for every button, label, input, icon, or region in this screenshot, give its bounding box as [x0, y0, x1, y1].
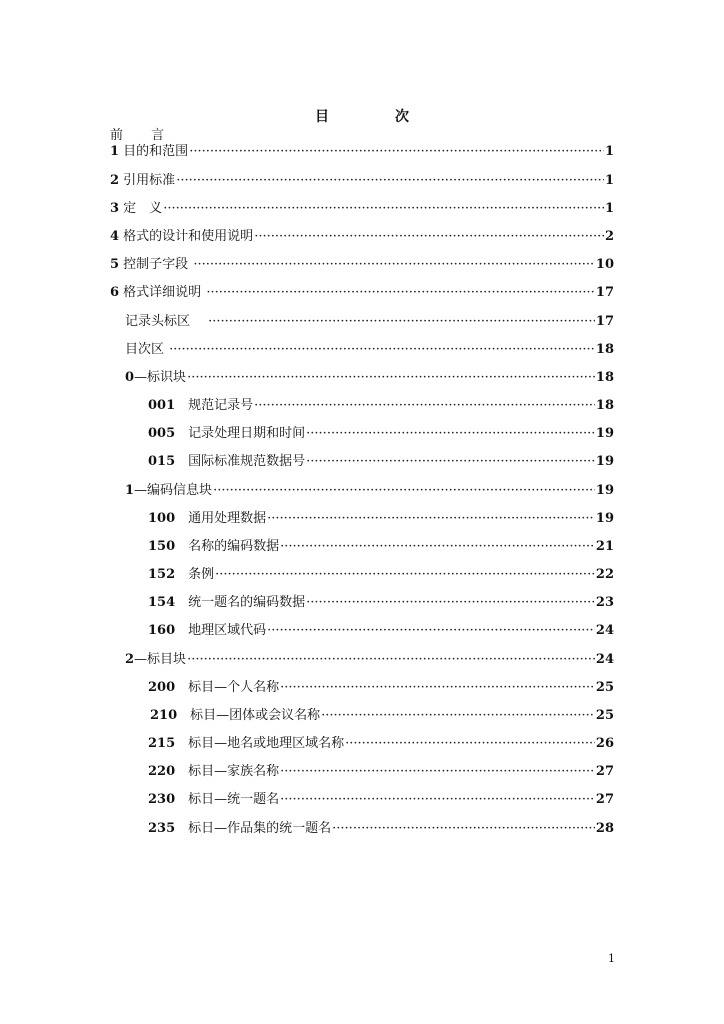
toc-entry-page: 23 [595, 595, 614, 610]
toc-entry-label: 标日—统一题名 [175, 792, 280, 807]
toc-leader-dots [169, 341, 595, 359]
toc-entry-page: 21 [595, 539, 614, 554]
toc-entry-page: 18 [595, 342, 614, 357]
toc-leader-dots [280, 791, 595, 809]
toc-entry-label: 标日—作品集的统一题名 [175, 821, 332, 836]
toc-entry-page: 1 [604, 144, 614, 159]
preface-entry: 前 言 [110, 128, 177, 143]
toc-entry-label: 目的和范围 [119, 144, 189, 159]
toc-entry-label: 格式详细说明 [119, 285, 206, 300]
toc-entry-label: 格式的设计和使用说明 [119, 229, 254, 244]
toc-leader-dots [254, 397, 595, 415]
toc-entry-page: 19 [595, 511, 614, 526]
toc-entry-page: 17 [595, 314, 614, 329]
toc-entry-number: 220 [148, 764, 176, 779]
toc-leader-dots [163, 200, 604, 218]
toc-entry[interactable] [125, 369, 614, 387]
toc-entry-label: 名称的编码数据 [175, 539, 280, 554]
toc-entry[interactable] [148, 425, 614, 443]
toc-entry[interactable] [148, 594, 614, 612]
toc-entry-label: —编码信息块 [134, 483, 213, 498]
toc-leader-dots [267, 622, 595, 640]
toc-entry-label: 地理区域代码 [175, 623, 267, 638]
toc-entry-page: 10 [595, 257, 614, 272]
toc-leader-dots [306, 453, 595, 471]
toc-leader-dots [280, 538, 595, 556]
toc-entry-number: 2 [125, 652, 135, 667]
toc-entry-page: 17 [595, 285, 614, 300]
toc-entry[interactable] [110, 284, 614, 302]
toc-leader-dots [321, 707, 595, 725]
toc-entry-page: 24 [595, 623, 614, 638]
toc-entry-label: 条例 [175, 567, 215, 582]
toc-leader-dots [280, 763, 595, 781]
toc-leader-dots [187, 651, 595, 669]
toc-leader-dots [206, 284, 595, 302]
toc-entry-page: 18 [595, 370, 614, 385]
toc-entry[interactable] [125, 482, 614, 500]
toc-entry-label: 控制子字段 [119, 257, 193, 272]
toc-entry-page: 19 [595, 426, 614, 441]
toc-entry[interactable] [110, 256, 614, 274]
toc-entry-number: 005 [148, 426, 176, 441]
toc-entry-number: 230 [148, 792, 176, 807]
toc-leader-dots [254, 228, 604, 246]
toc-leader-dots [280, 679, 595, 697]
toc-entry-number: 210 [150, 708, 178, 723]
toc-leader-dots [187, 369, 595, 387]
toc-entry-page: 18 [595, 398, 614, 413]
toc-entry-number: 150 [148, 539, 176, 554]
toc-entry-page: 22 [595, 567, 614, 582]
toc-entry-label: —标识块 [134, 370, 187, 385]
toc-title: 目 次 [315, 109, 435, 125]
toc-entry[interactable] [148, 510, 614, 528]
toc-entry-number: 154 [148, 595, 176, 610]
toc-entry[interactable] [150, 707, 614, 725]
toc-entry-page: 19 [595, 454, 614, 469]
toc-entry[interactable] [110, 228, 614, 246]
toc-entry[interactable] [110, 143, 614, 161]
toc-entry-label: 规范记录号 [175, 398, 254, 413]
toc-entry-number: 160 [148, 623, 176, 638]
toc-entry-number: 0 [125, 370, 135, 385]
toc-entry-page: 2 [604, 229, 614, 244]
toc-entry-page: 1 [604, 201, 614, 216]
toc-entry-number: 1 [110, 144, 120, 159]
toc-entry-page: 25 [595, 680, 614, 695]
toc-leader-dots [176, 172, 604, 190]
toc-entry-label: 定 义 [119, 201, 163, 216]
toc-leader-dots [306, 594, 595, 612]
toc-leader-dots [215, 566, 595, 584]
toc-entry-number: 6 [110, 285, 120, 300]
toc-entry[interactable] [148, 820, 614, 838]
toc-entry-label: 国际标准规范数据号 [175, 454, 306, 469]
toc-leader-dots [332, 820, 595, 838]
toc-entry-number: 001 [148, 398, 176, 413]
toc-entry-label: 记录处理日期和时间 [175, 426, 306, 441]
toc-entry[interactable] [125, 313, 614, 331]
toc-entry[interactable] [148, 538, 614, 556]
toc-leader-dots [193, 256, 595, 274]
toc-entry-number: 235 [148, 821, 176, 836]
toc-leader-dots [345, 735, 595, 753]
toc-entry-label: 统一题名的编码数据 [175, 595, 306, 610]
toc-entry-page: 26 [595, 736, 614, 751]
toc-entry-number: 3 [110, 201, 120, 216]
toc-entry-label: 引用标准 [119, 173, 176, 188]
toc-entry-page: 25 [595, 708, 614, 723]
toc-entry-page: 27 [595, 792, 614, 807]
toc-entry-label: 标目—地名或地理区域名称 [175, 736, 345, 751]
toc-entry[interactable] [148, 679, 614, 697]
toc-entry[interactable] [148, 566, 614, 584]
toc-entry-label: 标目—团体或会议名称 [177, 708, 321, 723]
toc-entry-number: 015 [148, 454, 176, 469]
toc-leader-dots [213, 482, 595, 500]
toc-entry[interactable] [148, 791, 614, 809]
toc-entry-number: 4 [110, 229, 120, 244]
toc-entry-number: 215 [148, 736, 176, 751]
toc-entry-page: 28 [595, 821, 614, 836]
page-number: 1 [608, 952, 615, 965]
toc-entry[interactable] [148, 622, 614, 640]
toc-entry[interactable] [125, 651, 614, 669]
toc-entry[interactable] [148, 453, 614, 471]
toc-leader-dots [267, 510, 595, 528]
toc-entry-number: 100 [148, 511, 176, 526]
toc-entry-label: 目次区 [125, 342, 169, 357]
toc-entry-page: 24 [595, 652, 614, 667]
toc-entry[interactable] [110, 172, 614, 190]
toc-entry-number: 200 [148, 680, 176, 695]
toc-entry-number: 152 [148, 567, 176, 582]
toc-entry-page: 1 [604, 173, 614, 188]
toc-leader-dots [189, 143, 604, 161]
toc-entry-page: 19 [595, 483, 614, 498]
toc-entry-page: 27 [595, 764, 614, 779]
toc-entry-label: —标目块 [134, 652, 187, 667]
toc-leader-dots [306, 425, 595, 443]
toc-entry-label: 通用处理数据 [175, 511, 267, 526]
toc-entry-number: 5 [110, 257, 120, 272]
toc-entry-label: 标目—家族名称 [175, 764, 280, 779]
toc-entry[interactable] [148, 397, 614, 415]
toc-entry-label: 记录头标区 [125, 314, 208, 329]
toc-leader-dots [208, 313, 595, 331]
toc-entry[interactable] [125, 341, 614, 359]
toc-entry[interactable] [148, 763, 614, 781]
toc-entry[interactable] [148, 735, 614, 753]
toc-entry-number: 1 [125, 483, 135, 498]
toc-entry-label: 标目—个人名称 [175, 680, 280, 695]
toc-entry[interactable] [110, 200, 614, 218]
toc-entry-number: 2 [110, 173, 120, 188]
